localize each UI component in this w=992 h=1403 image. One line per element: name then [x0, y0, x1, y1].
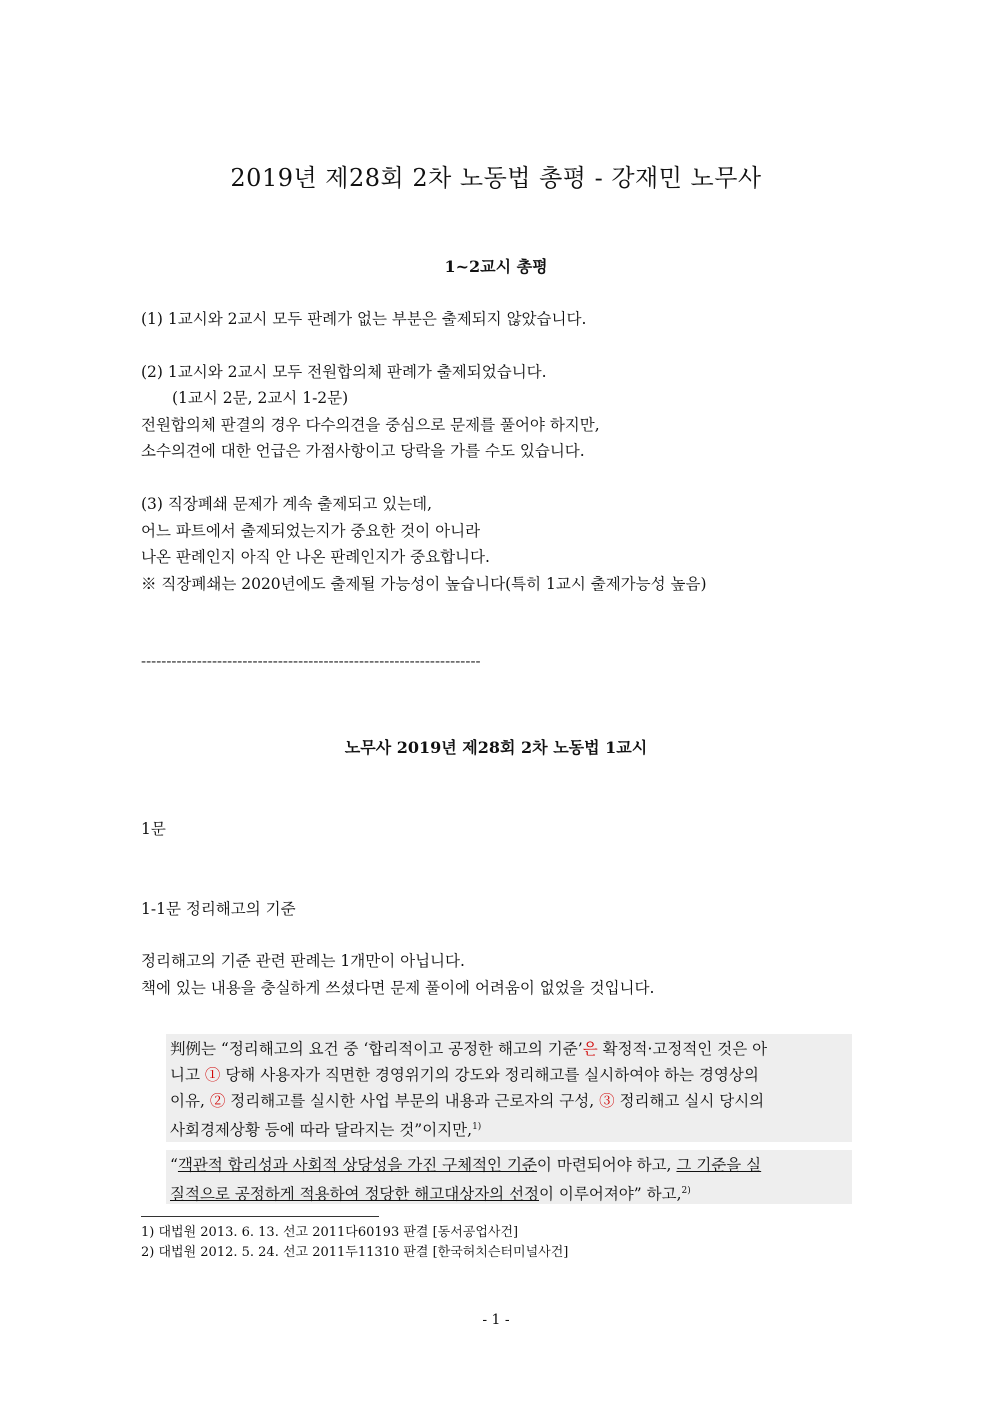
overview-para-2-line-2: (1교시 2문, 2교시 1-2문) — [172, 389, 349, 407]
overview-para-3-line-4: ※ 직장폐쇄는 2020년에도 출제될 가능성이 높습니다(특히 1교시 출제가능성 높음) — [141, 575, 707, 593]
overview-para-3-line-2: 어느 파트에서 출제되었는지가 중요한 것이 아니라 — [141, 522, 481, 540]
question-1-label: 1문 — [141, 820, 166, 838]
case-quote-1 — [166, 1034, 852, 1142]
case-quote-1-line-3: 이유, ② 정리해고를 실시한 사업 부문의 내용과 근로자의 구성, ③ 정리해고 실시 당시의 — [170, 1092, 765, 1110]
footnote-ref-2[interactable]: 2) — [681, 1186, 691, 1196]
document-title: 2019년 제28회 2차 노동법 총평 - 강재민 노무사 — [230, 164, 762, 192]
intro-line-2: 책에 있는 내용을 충실하게 쓰셨다면 문제 풀이에 어려움이 없었을 것입니다. — [141, 979, 655, 997]
case-quote-1-line-1: 判例는 “정리해고의 요건 중 ‘합리적이고 공정한 해고의 기준’은 확정적·고정적인 것은 아 — [170, 1040, 768, 1058]
footnote-rule — [141, 1216, 379, 1217]
page-number: - 1 - — [482, 1312, 510, 1328]
overview-para-2-line-3: 전원합의체 판결의 경우 다수의견을 중심으로 문제를 풀어야 하지만, — [141, 416, 600, 434]
section-divider: ------------------------------------------------------------------- — [141, 652, 481, 670]
case-quote-2-line-2: 질적으로 공정하게 적용하여 정당한 해고대상자의 선정이 이루어져야” 하고,$^{2)}$ — [170, 1185, 691, 1204]
footnote-ref-1[interactable]: 1) — [472, 1122, 482, 1132]
case-quote-2-line-1: “객관적 합리성과 사회적 상당성을 가진 구체적인 기준이 마련되어야 하고, 그 기준을 실 — [170, 1156, 762, 1174]
overview-para-3-line-3: 나온 판례인지 아직 안 나온 판례인지가 중요합니다. — [141, 548, 490, 566]
footnote-2: 2) 대법원 2012. 5. 24. 선고 2011두11310 판결 [한국허치슨터미널사건] — [141, 1245, 569, 1260]
section-heading-overview: 1~2교시 총평 — [444, 257, 548, 276]
case-quote-1-line-4: 사회경제상황 등에 따라 달라지는 것”이지만,$^{1)}$ — [170, 1121, 482, 1140]
intro-line-1: 정리해고의 기준 관련 판례는 1개만이 아닙니다. — [141, 952, 465, 970]
overview-para-1: (1) 1교시와 2교시 모두 판례가 없는 부분은 출제되지 않았습니다. — [141, 310, 587, 328]
overview-para-2-line-1: (2) 1교시와 2교시 모두 전원합의체 판례가 출제되었습니다. — [141, 363, 547, 381]
overview-para-2-line-4: 소수의견에 대한 언급은 가점사항이고 당락을 가를 수도 있습니다. — [141, 442, 585, 460]
footnote-1: 1) 대법원 2013. 6. 13. 선고 2011다60193 판결 [동서공업사건] — [141, 1225, 519, 1240]
case-quote-2 — [166, 1150, 852, 1204]
overview-para-3-line-1: (3) 직장폐쇄 문제가 계속 출제되고 있는데, — [141, 495, 433, 513]
question-1-1-label: 1-1문 정리해고의 기준 — [141, 900, 296, 918]
case-quote-1-line-2: 니고 ① 당해 사용자가 직면한 경영위기의 강도와 정리해고를 실시하여야 하는 경영상의 — [170, 1066, 759, 1084]
section-heading-exam: 노무사 2019년 제28회 2차 노동법 1교시 — [344, 738, 648, 757]
